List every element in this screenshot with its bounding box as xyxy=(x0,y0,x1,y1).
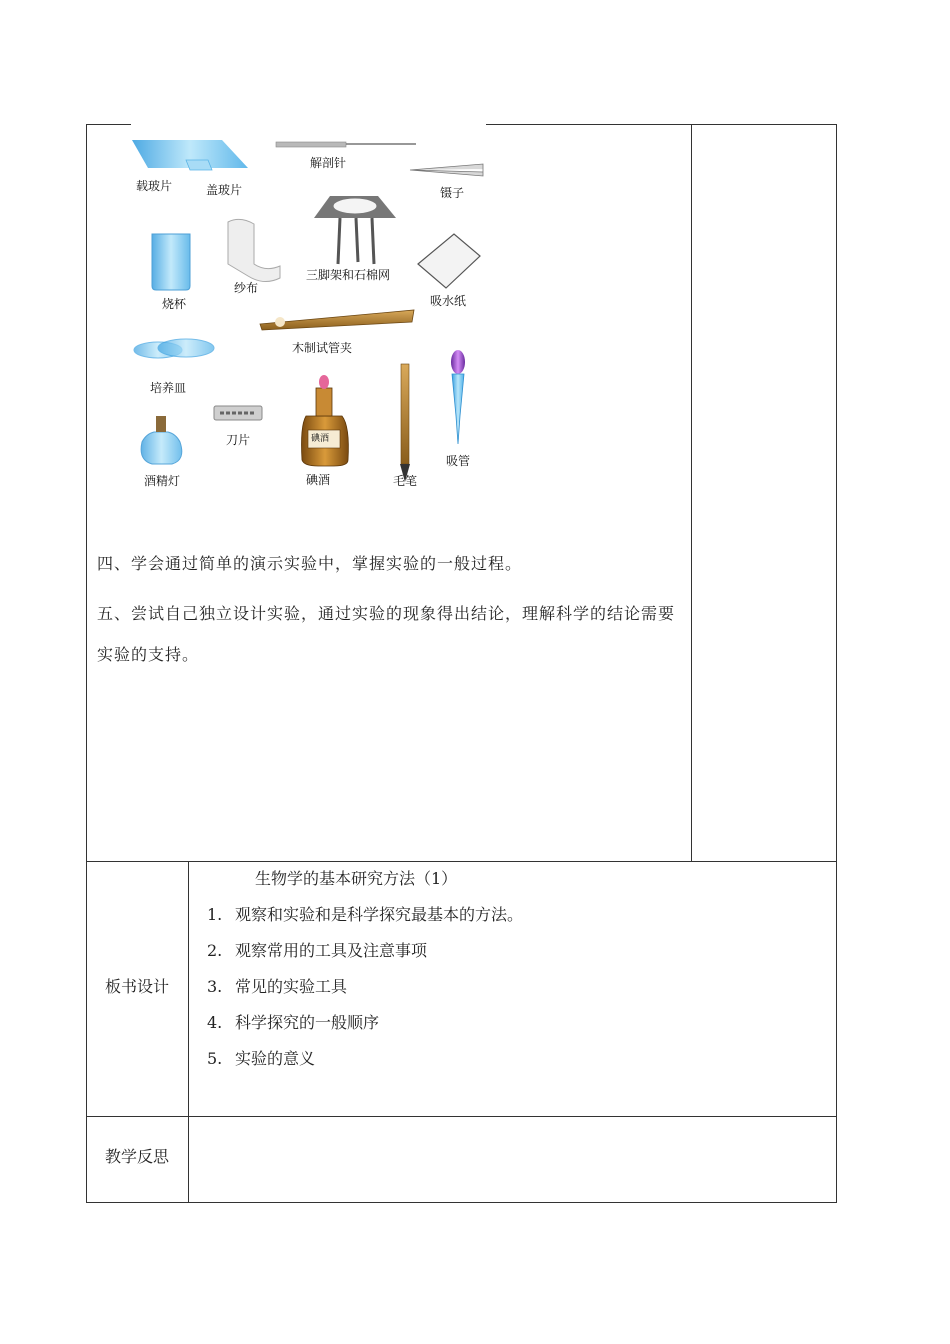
board-design-label: 板书设计 xyxy=(105,977,170,996)
table-bottom-border xyxy=(86,1202,837,1203)
alcohol-lamp-neck xyxy=(156,416,166,432)
petri-dish xyxy=(158,339,214,357)
iodine-bottle-label-text: 碘酒 xyxy=(311,434,330,444)
lab-equipment-illustration xyxy=(128,126,488,498)
board-item xyxy=(207,1010,379,1033)
paragraph-five-line-1: 五、尝试自己独立设计实验，通过实验的现象得出结论，理解科学的结论需要 xyxy=(97,604,676,623)
asbestos-net-center xyxy=(333,198,377,214)
lab-equipment-figure xyxy=(128,126,488,498)
blotting-paper xyxy=(418,234,480,288)
alcohol-lamp xyxy=(141,432,182,464)
board-item-text: 观察常用的工具及注意事项 xyxy=(235,941,428,960)
table-right-border xyxy=(836,124,837,1203)
label-tripod: 三脚架和石棉网 xyxy=(306,268,391,282)
label-slide: 载玻片 xyxy=(136,179,173,193)
table-inner-divider-upper xyxy=(691,124,692,862)
dropper-tube xyxy=(452,374,464,444)
board-item-number: 3. xyxy=(207,977,223,996)
tripod-leg xyxy=(372,218,374,264)
table-row-divider-1 xyxy=(86,861,837,862)
label-petri-dish: 培养皿 xyxy=(150,381,187,395)
beaker-shape xyxy=(152,234,190,290)
label-alcohol-lamp: 酒精灯 xyxy=(144,474,181,488)
label-tweezers: 镊子 xyxy=(440,186,465,200)
label-test-tube-clamp: 木制试管夹 xyxy=(292,341,353,355)
paragraph-four: 四、学会通过简单的演示实验中，掌握实验的一般过程。 xyxy=(97,554,523,573)
iodine-bottle-cap xyxy=(319,375,329,389)
dissecting-needle-handle xyxy=(276,142,346,147)
board-item-number: 5. xyxy=(207,1049,223,1068)
table-left-border xyxy=(86,124,87,1203)
board-item-text: 科学探究的一般顺序 xyxy=(235,1013,380,1032)
board-item-text: 观察和实验和是科学探究最基本的方法。 xyxy=(235,905,524,924)
brush-handle xyxy=(401,364,409,464)
table-row-divider-2 xyxy=(86,1116,837,1117)
board-item-text: 实验的意义 xyxy=(235,1049,316,1068)
board-item-number: 2. xyxy=(207,941,223,960)
board-item-number: 1. xyxy=(207,905,223,924)
cover-slip-glass xyxy=(186,160,212,170)
teaching-reflection-label: 教学反思 xyxy=(105,1147,170,1166)
iodine-bottle-neck xyxy=(316,388,332,416)
label-iodine: 碘酒 xyxy=(306,473,331,487)
label-dissecting-needle: 解剖针 xyxy=(310,156,347,170)
tripod-leg xyxy=(356,218,358,262)
label-beaker: 烧杯 xyxy=(162,297,187,311)
label-cover-slip: 盖玻片 xyxy=(206,183,243,197)
tripod-leg xyxy=(338,218,340,264)
board-item xyxy=(207,938,427,961)
label-blade: 刀片 xyxy=(226,433,251,447)
gauze-roll xyxy=(228,219,280,281)
board-item xyxy=(207,974,347,997)
table-label-column-divider xyxy=(188,861,189,1203)
board-item-number: 4. xyxy=(207,1013,223,1032)
dropper-bulb xyxy=(451,350,465,374)
label-gauze: 纱布 xyxy=(234,281,259,295)
table-top-border-left xyxy=(86,124,131,125)
board-item-text: 常见的实验工具 xyxy=(235,977,348,996)
label-blotting-paper: 吸水纸 xyxy=(430,294,467,308)
board-title: 生物学的基本研究方法（1） xyxy=(255,869,458,888)
board-item xyxy=(207,1046,315,1069)
board-item xyxy=(207,902,523,925)
table-top-border-right xyxy=(486,124,837,125)
test-tube-clamp-hole xyxy=(275,317,285,327)
label-dropper: 吸管 xyxy=(446,454,471,468)
tweezers-shape xyxy=(410,164,483,176)
label-brush: 毛笔 xyxy=(393,474,418,488)
paragraph-five-line-2: 实验的支持。 xyxy=(97,645,200,664)
